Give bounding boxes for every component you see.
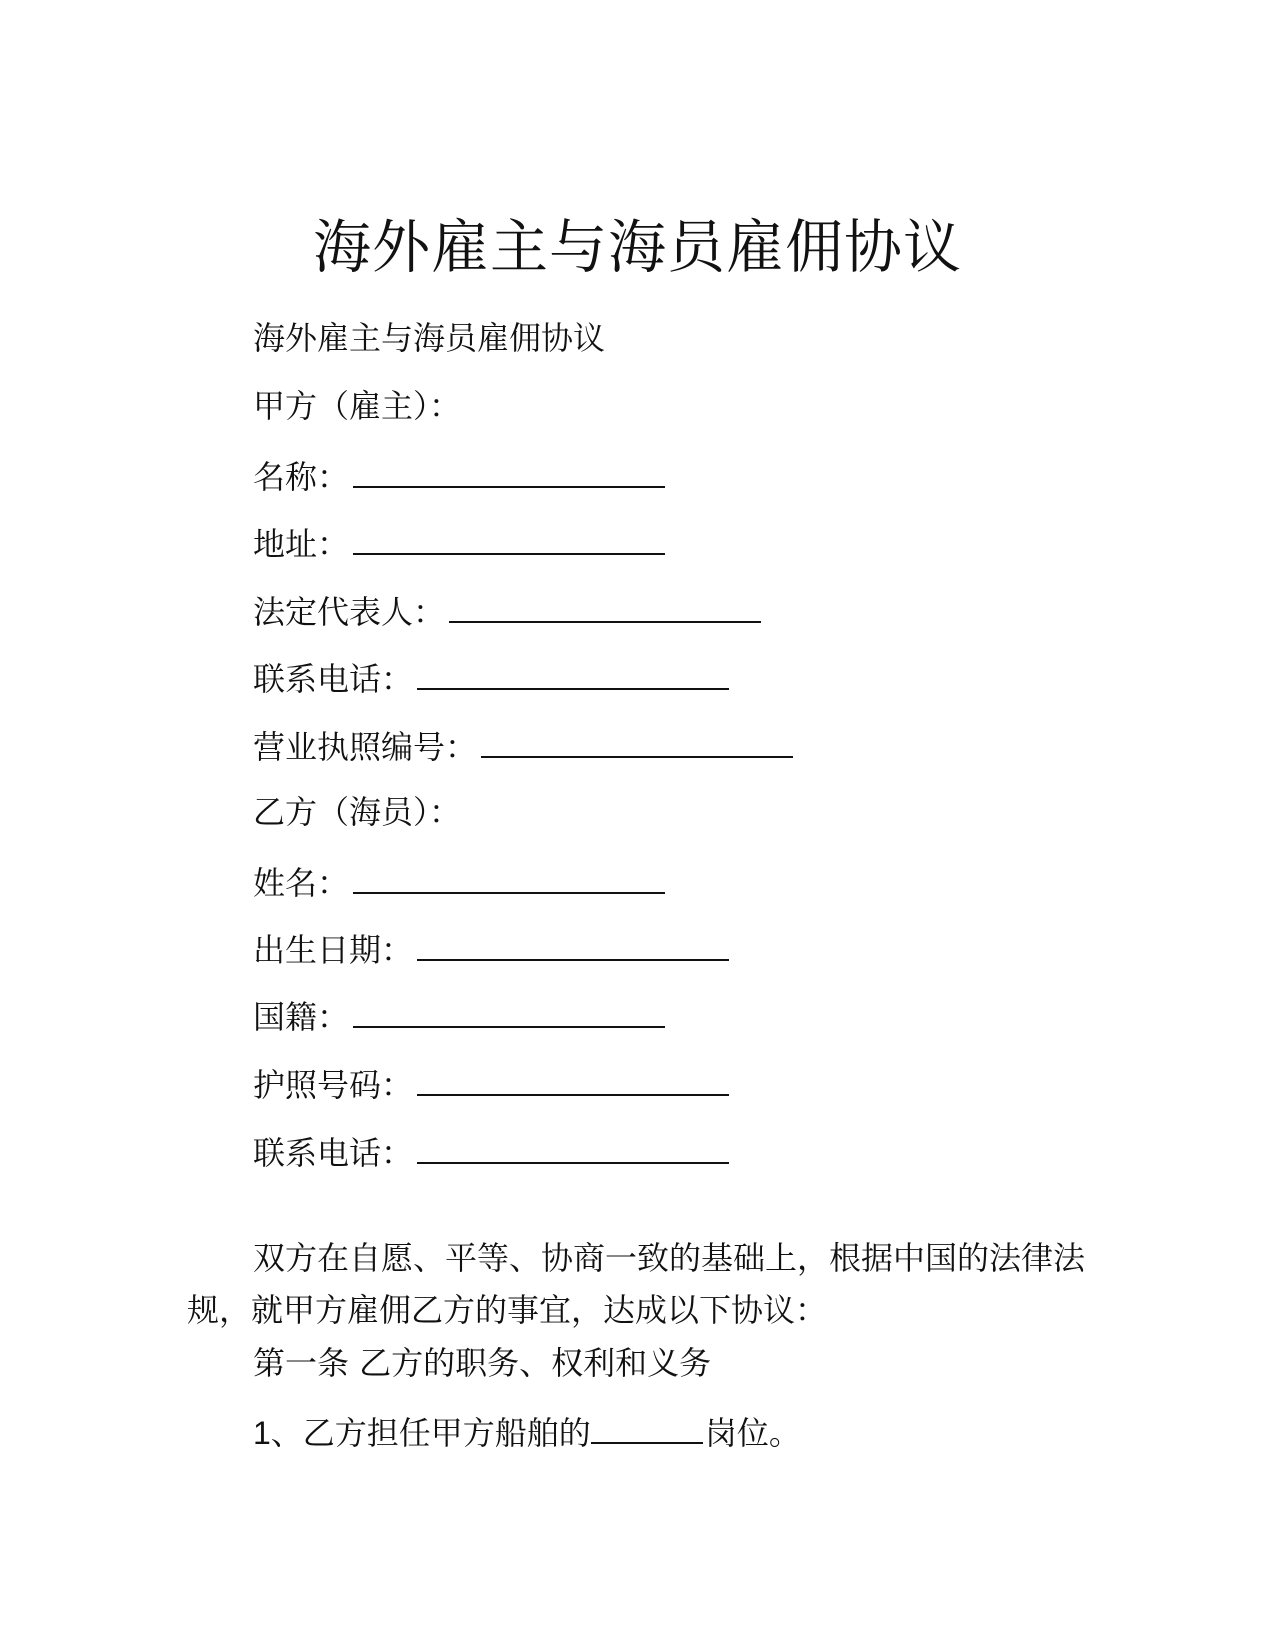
party-b-phone-field	[253, 1130, 729, 1173]
party-a-license-field	[253, 724, 793, 767]
field-label: 姓名：	[253, 864, 350, 902]
party-b-nationality-field	[253, 994, 665, 1037]
field-label: 出生日期：	[253, 931, 414, 969]
article-1-item-1	[253, 1410, 801, 1453]
field-label: 地址：	[253, 525, 350, 563]
item-text-suffix: 岗位。	[704, 1414, 801, 1452]
intro-paragraph: 双方在自愿、平等、协商一致的基础上，根据中国的法律法规，就甲方雇佣乙方的事宜，达成以下协议：	[187, 1239, 1086, 1329]
fill-in-blank[interactable]	[353, 521, 665, 555]
field-label: 联系电话：	[253, 1134, 414, 1172]
party-b-heading: 乙方（海员）：	[253, 793, 462, 831]
field-label: 护照号码：	[253, 1066, 414, 1104]
fill-in-blank[interactable]	[353, 454, 665, 488]
party-a-address-field	[253, 521, 665, 564]
field-label: 国籍：	[253, 998, 350, 1036]
field-label: 联系电话：	[253, 660, 414, 698]
fill-in-blank[interactable]	[417, 927, 729, 961]
party-a-legal-rep-field	[253, 589, 761, 632]
party-a-phone-field	[253, 656, 729, 699]
party-b-passport-field	[253, 1062, 729, 1105]
fill-in-blank[interactable]	[417, 1062, 729, 1096]
field-label: 法定代表人：	[253, 593, 446, 631]
fill-in-blank[interactable]	[591, 1410, 703, 1444]
party-b-birthdate-field	[253, 927, 729, 970]
fill-in-blank[interactable]	[353, 994, 665, 1028]
party-a-heading: 甲方（雇主）：	[253, 387, 462, 425]
party-a-name-field	[253, 454, 665, 497]
fill-in-blank[interactable]	[449, 589, 761, 623]
fill-in-blank[interactable]	[417, 656, 729, 690]
article-1-heading: 第一条 乙方的职务、权利和义务	[253, 1344, 712, 1382]
fill-in-blank[interactable]	[353, 860, 665, 894]
field-label: 营业执照编号：	[253, 728, 478, 766]
item-number: 1	[253, 1415, 271, 1451]
fill-in-blank[interactable]	[481, 724, 793, 758]
document-subtitle: 海外雇主与海员雇佣协议	[253, 319, 606, 357]
fill-in-blank[interactable]	[417, 1130, 729, 1164]
party-b-name-field	[253, 860, 665, 903]
field-label: 名称：	[253, 458, 350, 496]
document-title: 海外雇主与海员雇佣协议	[312, 213, 962, 281]
item-text-prefix: 、乙方担任甲方船舶的	[270, 1414, 591, 1452]
